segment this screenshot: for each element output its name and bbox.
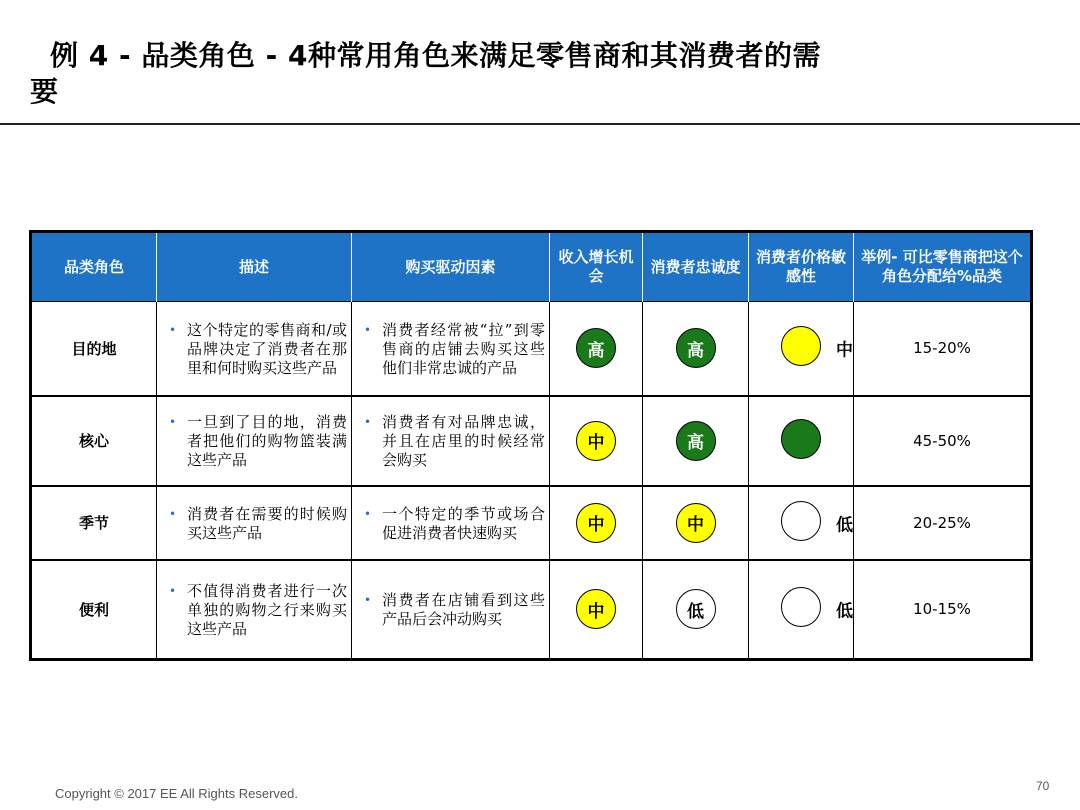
table-row bbox=[31, 396, 1032, 486]
loyalty-cell bbox=[643, 302, 749, 396]
rating-circle-high: 高 bbox=[676, 421, 716, 461]
allocation-cell: 15-20% bbox=[854, 302, 1032, 396]
bullet-icon: • bbox=[364, 415, 372, 429]
description-text: 消费者在需要的时候购买这些产品 bbox=[187, 504, 347, 542]
rating-circle-low: 低 bbox=[676, 589, 716, 629]
bullet-icon: • bbox=[364, 506, 372, 521]
header-allocation: 举例- 可比零售商把这个角色分配给%品类 bbox=[854, 232, 1032, 302]
rating-circle-medium: 中 bbox=[576, 503, 616, 543]
bullet-icon: • bbox=[169, 506, 177, 521]
bullet-icon: • bbox=[169, 415, 177, 429]
page-number: 70 bbox=[1036, 779, 1050, 793]
table-row bbox=[31, 486, 1032, 560]
page-title-line-2: 要 bbox=[30, 75, 59, 108]
bullet-icon: • bbox=[169, 322, 177, 337]
header-role: 品类角色 bbox=[31, 232, 157, 302]
page-title bbox=[30, 38, 860, 110]
description-cell bbox=[157, 302, 352, 396]
bullet-icon: • bbox=[364, 322, 372, 337]
revenue-cell bbox=[550, 560, 643, 660]
drivers-text: 消费者有对品牌忠诚，并且在店里的时候经常会购买 bbox=[382, 413, 545, 469]
header-drivers: 购买驱动因素 bbox=[352, 232, 550, 302]
description-text: 一旦到了目的地，消费者把他们的购物篮装满这些产品 bbox=[187, 413, 347, 469]
drivers-text: 消费者经常被“拉”到零售商的店铺去购买这些他们非常忠诚的产品 bbox=[382, 320, 545, 377]
rating-label: 中 bbox=[836, 340, 853, 361]
rating-circle-high: 高 bbox=[676, 328, 716, 368]
table-header-row bbox=[31, 232, 1032, 302]
header-loyalty: 消费者忠诚度 bbox=[643, 232, 749, 302]
drivers-cell bbox=[352, 486, 550, 560]
role-cell: 季节 bbox=[31, 486, 157, 560]
role-cell: 核心 bbox=[31, 396, 157, 486]
rating-circle-medium: 中 bbox=[676, 503, 716, 543]
rating-circle-low bbox=[781, 587, 821, 627]
drivers-text: 消费者在店铺看到这些产品后会冲动购买 bbox=[382, 591, 545, 629]
header-price-sensitivity: 消费者价格敏感性 bbox=[749, 232, 854, 302]
description-cell bbox=[157, 486, 352, 560]
description-cell bbox=[157, 560, 352, 660]
rating-circle-medium bbox=[781, 326, 821, 366]
table-row bbox=[31, 560, 1032, 660]
bullet-icon: • bbox=[364, 593, 372, 608]
copyright-notice: Copyright © 2017 EE All Rights Reserved. bbox=[55, 786, 298, 801]
loyalty-cell bbox=[643, 396, 749, 486]
revenue-cell bbox=[550, 302, 643, 396]
drivers-text: 一个特定的季节或场合促进消费者快速购买 bbox=[382, 504, 545, 542]
table-row bbox=[31, 302, 1032, 396]
revenue-cell bbox=[550, 396, 643, 486]
description-text: 这个特定的零售商和/或品牌决定了消费者在那里和何时购买这些产品 bbox=[187, 320, 347, 377]
price-cell bbox=[749, 560, 854, 660]
role-cell: 便利 bbox=[31, 560, 157, 660]
loyalty-cell bbox=[643, 560, 749, 660]
role-cell: 目的地 bbox=[31, 302, 157, 396]
rating-label: 低 bbox=[836, 515, 853, 535]
rating-circle-medium: 中 bbox=[576, 421, 616, 461]
rating-label: 低 bbox=[836, 601, 853, 622]
loyalty-cell bbox=[643, 486, 749, 560]
price-cell bbox=[749, 302, 854, 396]
rating-circle-high bbox=[781, 419, 821, 459]
drivers-cell bbox=[352, 302, 550, 396]
rating-circle-low bbox=[781, 501, 821, 541]
allocation-cell: 10-15% bbox=[854, 560, 1032, 660]
allocation-cell: 45-50% bbox=[854, 396, 1032, 486]
drivers-cell bbox=[352, 560, 550, 660]
revenue-cell bbox=[550, 486, 643, 560]
page-title-line-1: 例 4 - 品类角色 - 4种常用角色来满足零售商和其消费者的需 bbox=[50, 39, 821, 72]
rating-circle-high: 高 bbox=[576, 328, 616, 368]
allocation-cell: 20-25% bbox=[854, 486, 1032, 560]
price-cell bbox=[749, 396, 854, 486]
bullet-icon: • bbox=[169, 583, 177, 598]
category-role-table bbox=[29, 230, 1033, 661]
rating-circle-medium: 中 bbox=[576, 589, 616, 629]
description-text: 不值得消费者进行一次单独的购物之行来购买这些产品 bbox=[187, 581, 347, 638]
drivers-cell bbox=[352, 396, 550, 486]
price-cell bbox=[749, 486, 854, 560]
title-divider bbox=[0, 123, 1080, 125]
header-description: 描述 bbox=[157, 232, 352, 302]
header-revenue-growth: 收入增长机会 bbox=[550, 232, 643, 302]
description-cell bbox=[157, 396, 352, 486]
